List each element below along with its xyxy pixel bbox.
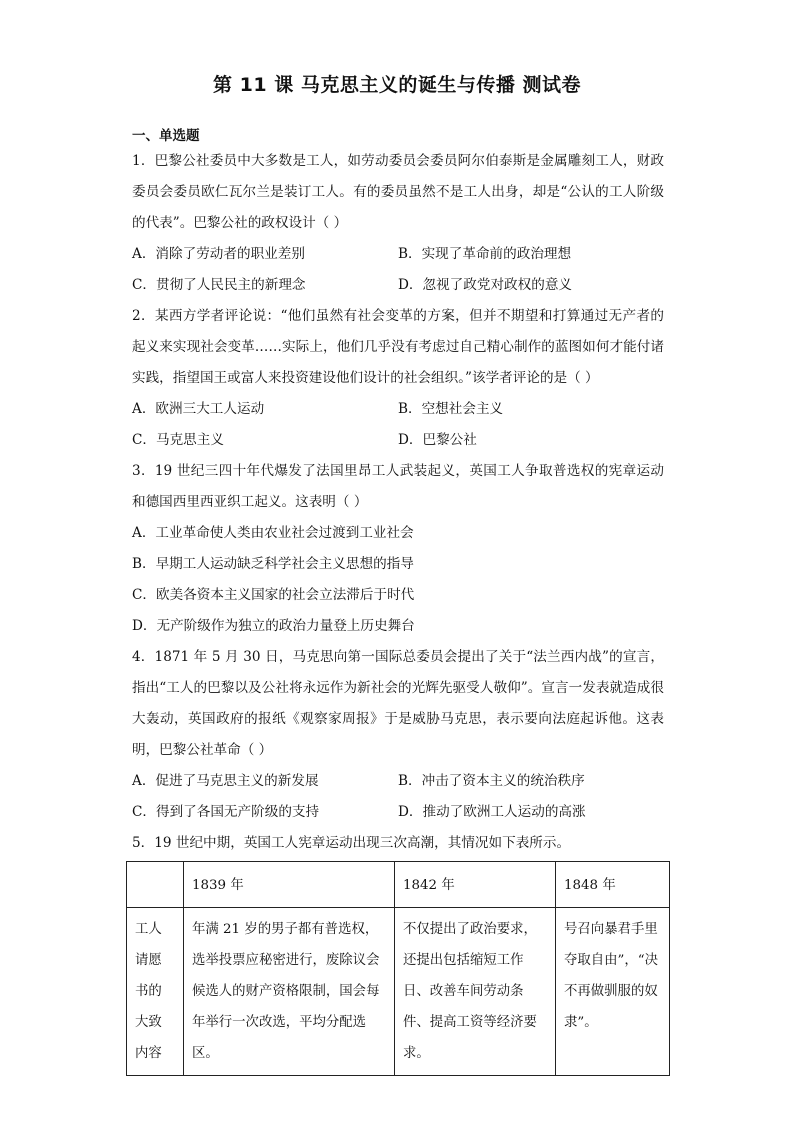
option-a[interactable]: A．工业革命使人类由农业社会过渡到工业社会 <box>132 525 414 541</box>
table-cell: 不仅提出了政治要求，还提出包括缩短工作日、改善车间劳动条件、提高工资等经济要求。 <box>395 908 556 1076</box>
option-b[interactable]: B．空想社会主义 <box>398 401 504 417</box>
table-header-cell <box>127 862 184 908</box>
question-1 <box>132 146 664 301</box>
table-header-cell: 1848 年 <box>556 862 670 908</box>
option-d[interactable]: D．忽视了政党对政权的意义 <box>398 277 573 293</box>
option-c[interactable]: C．得到了各国无产阶级的支持 <box>132 804 320 820</box>
question-stem: 4．1871 年 5 月 30 日，马克思向第一国际总委员会提出了关于“法兰西内战”的宣言，指出“工人的巴黎以及公社将永远作为新社会的光辉先驱受人敬仰”。宣言一发表就造成很大轰动，英国政府的报纸《观察家周报》于是威胁马克思，表示要向法庭起诉他。这表明，巴黎公社革命（ ） <box>132 649 664 758</box>
table-row <box>127 908 670 1076</box>
option-list <box>132 518 664 642</box>
table-header-cell: 1839 年 <box>184 862 395 908</box>
question-stem: 1．巴黎公社委员中大多数是工人，如劳动委员会委员阿尔伯泰斯是金属雕刻工人，财政委员会委员欧仁瓦尔兰是装订工人。有的委员虽然不是工人出身，却是“公认的工人阶级的代表”。巴黎公社的政权设计（ ） <box>132 153 664 231</box>
question-4 <box>132 642 664 828</box>
question-5 <box>132 828 664 859</box>
table-cell: 号召向暴君手里夺取自由”，“决不再做驯服的奴隶”。 <box>556 908 670 1076</box>
option-list <box>132 239 664 301</box>
table-header-cell: 1842 年 <box>395 862 556 908</box>
option-a[interactable]: A．消除了劳动者的职业差别 <box>132 246 305 262</box>
option-a[interactable]: A．欧洲三大工人运动 <box>132 401 265 417</box>
option-list <box>132 766 664 828</box>
table-row-label <box>127 908 184 1076</box>
question-3 <box>132 456 664 642</box>
option-c[interactable]: C．贯彻了人民民主的新理念 <box>132 277 306 293</box>
question-list <box>132 146 664 859</box>
option-d[interactable]: D．推动了欧洲工人运动的高涨 <box>398 804 586 820</box>
chartist-petition-table <box>126 861 670 1076</box>
option-c[interactable]: C．马克思主义 <box>132 432 224 448</box>
page-title: 第 11 课 马克思主义的诞生与传播 测试卷 <box>213 74 581 96</box>
row-label-text: 工人请愿书的大致内容 <box>135 922 162 1061</box>
question-stem: 2．某西方学者评论说：“他们虽然有社会变革的方案，但并不期望和打算通过无产者的起义来实现社会变革……实际上，他们几乎没有考虑过自己精心制作的蓝图如何才能付诸实践，指望国王或富人来投资建设他们设计的社会组织。”该学者评论的是（ ） <box>132 308 664 386</box>
option-c[interactable]: C．欧美各资本主义国家的社会立法滞后于时代 <box>132 587 415 603</box>
option-b[interactable]: B．冲击了资本主义的统治秩序 <box>398 773 585 789</box>
question-stem: 5．19 世纪中期，英国工人宪章运动出现三次高潮，其情况如下表所示。 <box>132 835 571 851</box>
option-d[interactable]: D．无产阶级作为独立的政治力量登上历史舞台 <box>132 618 415 634</box>
option-list <box>132 394 664 456</box>
option-a[interactable]: A．促进了马克思主义的新发展 <box>132 773 319 789</box>
question-stem: 3．19 世纪三四十年代爆发了法国里昂工人武装起义，英国工人争取普选权的宪章运动和德国西里西亚织工起义。这表明（ ） <box>132 463 664 510</box>
table-cell: 年满 21 岁的男子都有普选权，选举投票应秘密进行，废除议会候选人的财产资格限制，国会每年举行一次改选，平均分配选区。 <box>184 908 395 1076</box>
question-2 <box>132 301 664 456</box>
option-b[interactable]: B．实现了革命前的政治理想 <box>398 246 572 262</box>
table-header-row <box>127 862 670 908</box>
option-b[interactable]: B．早期工人运动缺乏科学社会主义思想的指导 <box>132 556 414 572</box>
section-heading: 一、单选题 <box>132 128 200 144</box>
option-d[interactable]: D．巴黎公社 <box>398 432 477 448</box>
